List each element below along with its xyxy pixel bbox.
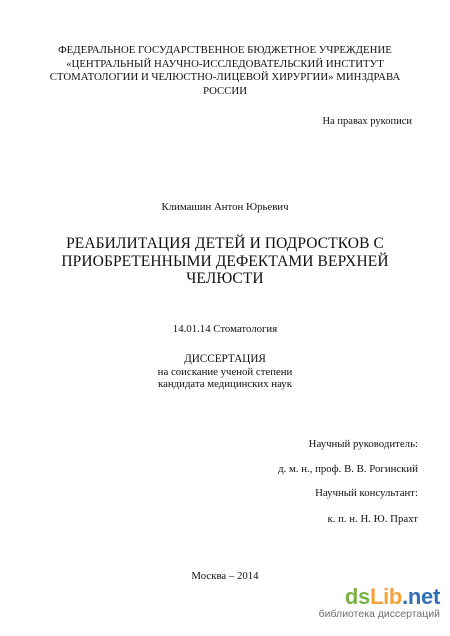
logo-ds: ds: [344, 584, 370, 609]
manuscript-note: На правах рукописи: [322, 116, 412, 127]
author-name: Климашин Антон Юрьевич: [161, 201, 289, 213]
consultant-label: Научный консультант:: [315, 487, 418, 499]
consultant-name: к. п. н. Н. Ю. Прахт: [327, 513, 418, 525]
logo-net: .net: [402, 584, 440, 609]
degree-line: кандидата медицинских наук: [158, 378, 292, 390]
city-year: Москва – 2014: [191, 570, 259, 582]
supervisor-name: д. м. н., проф. В. В. Рогинский: [278, 463, 418, 475]
dissertation-heading: ДИССЕРТАЦИЯ: [184, 353, 266, 365]
institution-line: РОССИИ: [202, 84, 248, 97]
institution-line: СТОМАТОЛОГИИ И ЧЕЛЮСТНО-ЛИЦЕВОЙ ХИРУРГИИ» МИНЗДРАВА: [49, 71, 401, 83]
title-line: ЧЕЛЮСТИ: [186, 270, 264, 287]
title-line: ПРИОБРЕТЕННЫМИ ДЕФЕКТАМИ ВЕРХНЕЙ: [61, 252, 389, 270]
logo-lib: Lib: [369, 584, 403, 609]
dslib-watermark[interactable]: [319, 586, 440, 620]
dissertation-title: [0, 235, 450, 288]
specialty-code: 14.01.14 Стоматология: [172, 323, 278, 335]
dissertation-type: [0, 353, 450, 391]
institution-line: «ЦЕНТРАЛЬНЫЙ НАУЧНО-ИССЛЕДОВАТЕЛЬСКИЙ ИНСТИТУТ: [66, 57, 384, 70]
supervisor-label: Научный руководитель:: [308, 438, 418, 450]
degree-line: на соискание ученой степени: [157, 365, 293, 378]
watermark-subtitle: библиотека диссертаций: [318, 608, 440, 620]
title-line: РЕАБИЛИТАЦИЯ ДЕТЕЙ И ПОДРОСТКОВ С: [66, 235, 384, 252]
institution-line: ФЕДЕРАЛЬНОЕ ГОСУДАРСТВЕННОЕ БЮДЖЕТНОЕ УЧРЕЖДЕНИЕ: [58, 44, 392, 56]
dslib-logo: [319, 586, 440, 608]
institution-header: [0, 44, 450, 98]
